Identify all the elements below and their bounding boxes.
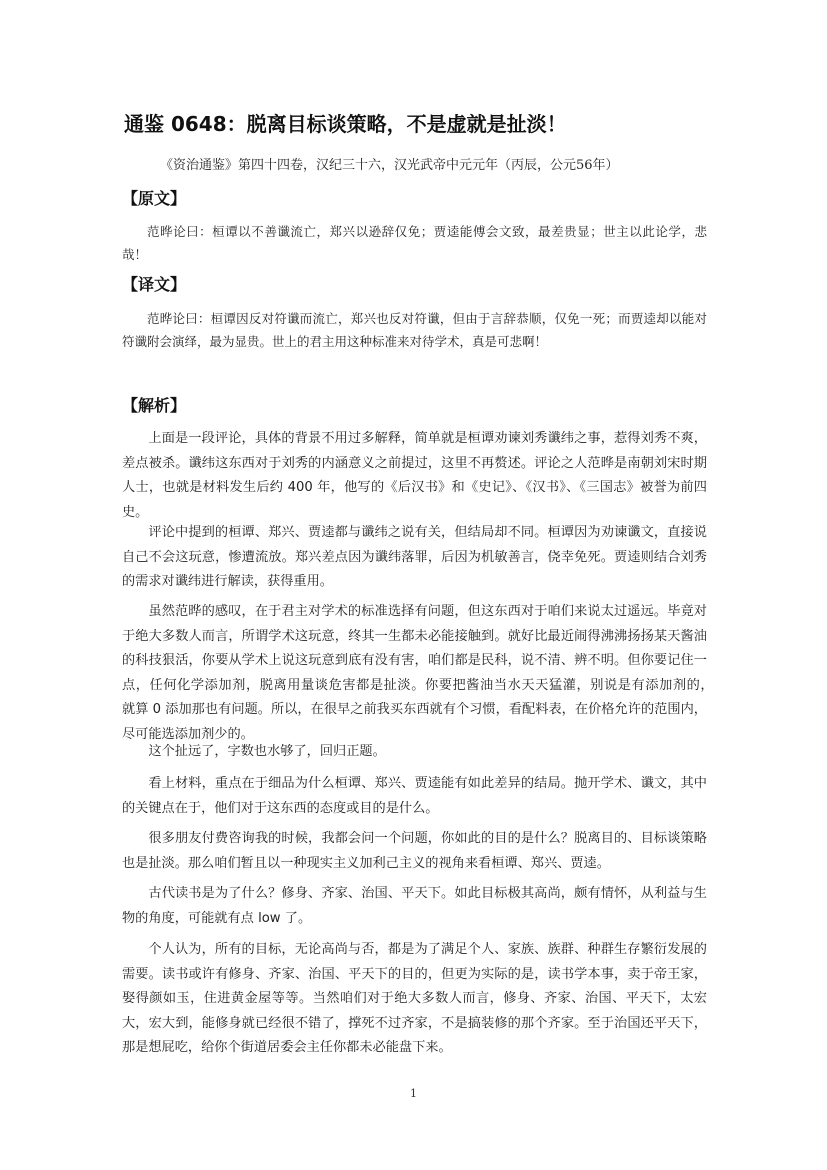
analysis-paragraph-6: 很多朋友付费咨询我的时候，我都会问一个问题，你如此的目的是什么？脱离目的、目标谈策略也是扯淡。那么咱们暂且以一种现实主义加利己主义的视角来看桓谭、郑兴、贾逵。 (122, 831, 707, 871)
analysis-paragraph-8: 个人认为，所有的目标，无论高尚与否，都是为了满足个人、家族、族群、种群生存繁衍发展的需要。读书或许有修身、齐家、治国、平天下的目的，但更为实际的是，读书学本事，卖于帝王家，娶得颜如玉，住进黄金屋等等。当然咱们对于绝大多数人而言，修身、齐家、治国、平天下，太宏大，宏大到，能修身就已经很不错了，撑死不过齐家，不是搞装修的那个齐家。至于治国还平天下，那是想屁吃，给你个街道居委会主任你都未必能盘下来。 (122, 942, 707, 1055)
analysis-heading: 【解析】 (122, 396, 187, 415)
source-subtitle: 《资治通鉴》第四十四卷，汉纪三十六，汉光武帝中元元年（丙辰，公元56年） (160, 158, 619, 173)
analysis-paragraph-4: 这个扯远了，字数也水够了，回归正题。 (148, 744, 386, 759)
analysis-paragraph-1: 上面是一段评论，具体的背景不用过多解释，简单就是桓谭劝谏刘秀谶纬之事，惹得刘秀不爽，差点被杀。谶纬这东西对于刘秀的内涵意义之前提过，这里不再赘述。评论之人范晔是南朝刘宋时期人士，也就是材料发生后约 400 年，他写的《后汉书》和《史记》、《汉书》、《三国志》被誉为前四史。 (122, 431, 707, 520)
analysis-paragraph-7: 古代读书是为了什么？修身、齐家、治国、平天下。如此目标极其高尚，颇有情怀，从利益与生物的角度，可能就有点 low 了。 (122, 886, 707, 926)
article-title: 通鉴 0648：脱离目标谈策略，不是虚就是扯淡！ (124, 112, 567, 136)
analysis-paragraph-2: 评论中提到的桓谭、郑兴、贾逵都与谶纬之说有关，但结局却不同。桓谭因为劝谏谶文，直接说自己不会这玩意，惨遭流放。郑兴差点因为谶纬落罪，后因为机敏善言，侥幸免死。贾逵则结合刘秀的需求对谶纬进行解读，获得重用。 (122, 525, 707, 589)
page-number: 1 (410, 1087, 417, 1100)
analysis-paragraph-5: 看上材料，重点在于细品为什么桓谭、郑兴、贾逵能有如此差异的结局。抛开学术、谶文，其中的关键点在于，他们对于这东西的态度或目的是什么。 (122, 776, 707, 816)
original-heading: 【原文】 (122, 189, 187, 208)
analysis-paragraph-3: 虽然范晔的感叹，在于君主对学术的标准选择有问题，但这东西对于咱们来说太过遥远。毕竟对于绝大多数人而言，所谓学术这玩意，终其一生都未必能接触到。就好比最近闹得沸沸扬扬某天酱油的科技狠活，你要从学术上说这玩意到底有没有害，咱们都是民科，说不清、辨不明。但你要记住一点，任何化学添加剂，脱离用量谈危害都是扯淡。你要把酱油当水天天猛灌，别说是有添加剂的， 就算 0 添加那也有问题。所以，在很早之前我买东西就有个习惯，看配料表，在价格允许的范围内，尽可能选添加剂少的。 (122, 604, 721, 742)
original-text: 范晔论曰：桓谭以不善谶流亡，郑兴以逊辞仅免；贾逵能傅会文致，最差贵显；世主以此论学，悲哉！ (122, 224, 707, 262)
translation-heading: 【译文】 (122, 275, 187, 294)
translation-text: 范晔论曰：桓谭因反对符谶而流亡，郑兴也反对符谶，但由于言辞恭顺，仅免一死；而贾逵却以能对符谶附会演绎，最为显贵。世上的君主用这种标准来对待学术，真是可悲啊！ (122, 311, 707, 349)
